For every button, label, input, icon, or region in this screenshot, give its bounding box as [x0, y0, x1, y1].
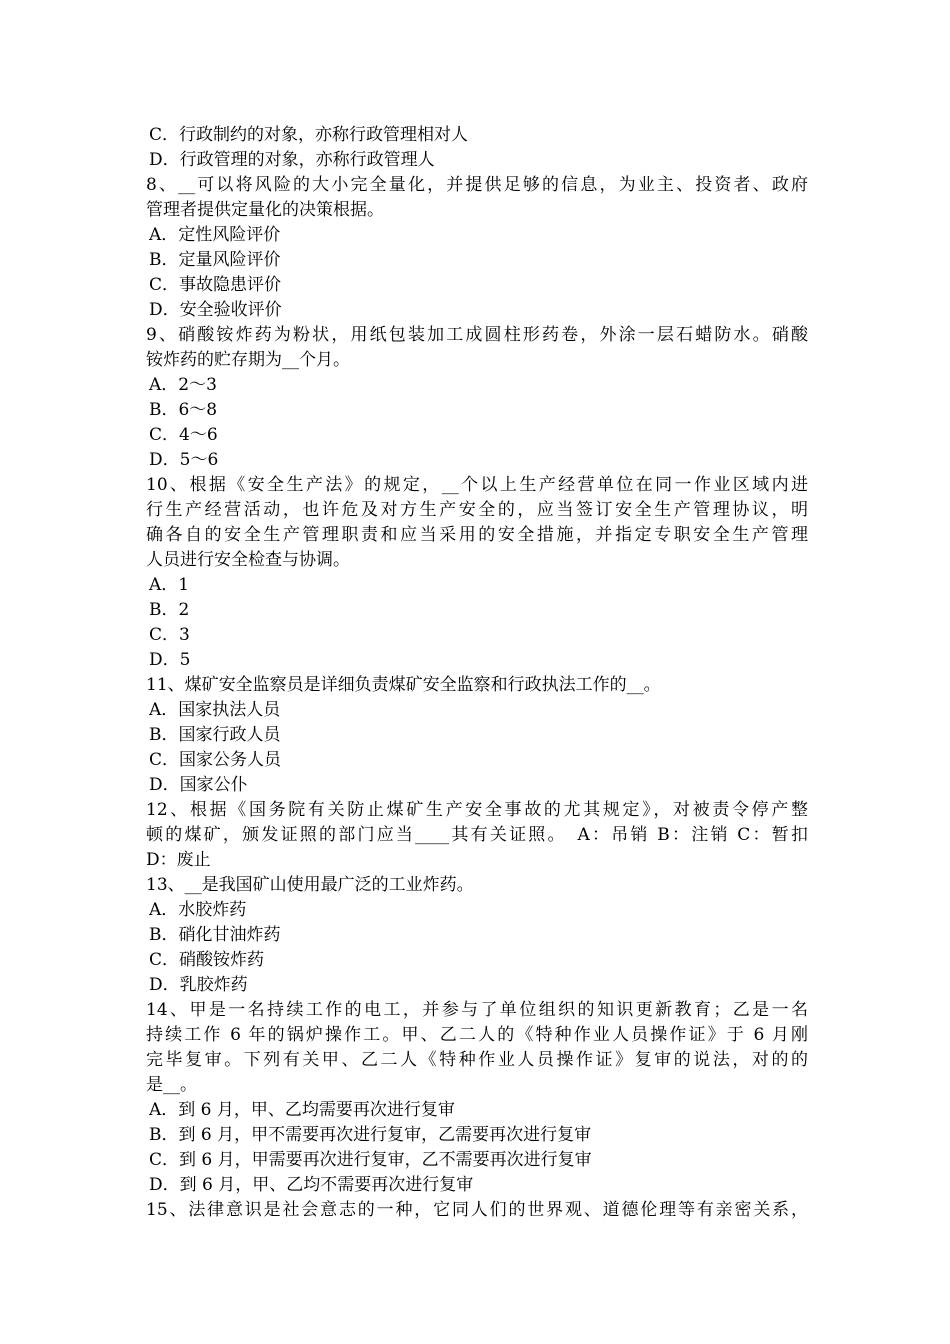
answer-option: B．硝化甘油炸药	[149, 925, 281, 945]
answer-option: B．2	[149, 600, 190, 620]
question-text-line: 管理者提供定量化的决策根据。	[146, 200, 384, 220]
answer-option: C．行政制约的对象，亦称行政管理相对人	[149, 125, 469, 145]
question-text-line: 11、煤矿安全监察员是详细负责煤矿安全监察和行政执法工作的__。	[146, 675, 661, 695]
answer-option: D．国家公仆	[149, 775, 248, 795]
document-page	[146, 123, 808, 1223]
answer-option: B．6～8	[149, 400, 218, 420]
answer-option: D．到 6 月，甲、乙均不需要再次进行复审	[149, 1175, 474, 1195]
answer-option: D．5～6	[149, 450, 219, 470]
answer-option: B．国家行政人员	[149, 725, 281, 745]
answer-option: A．定性风险评价	[149, 225, 281, 245]
answer-option: C．国家公务人员	[149, 750, 282, 770]
answer-option: C．硝酸铵炸药	[149, 950, 265, 970]
question-text-line: 持续工作 6 年的锅炉操作工。甲、乙二人的《特种作业人员操作证》于 6 月刚	[146, 1025, 808, 1045]
answer-option: C．事故隐患评价	[149, 275, 282, 295]
answer-option: D．5	[149, 650, 191, 670]
question-text-line: 9、硝酸铵炸药为粉状，用纸包装加工成圆柱形药卷，外涂一层石蜡防水。硝酸	[146, 325, 808, 345]
question-text-line: 人员进行安全检查与协调。	[146, 550, 350, 570]
question-text-line: 行生产经营活动，也许危及对方生产安全的，应当签订安全生产管理协议，明	[146, 500, 808, 520]
answer-option: C．4～6	[149, 425, 218, 445]
question-text-line: 铵炸药的贮存期为__个月。	[146, 350, 350, 370]
answer-option: D．行政管理的对象，亦称行政管理人	[149, 150, 435, 170]
answer-option: D．安全验收评价	[149, 300, 282, 320]
question-text-line: 是__。	[146, 1075, 197, 1095]
question-text-line: 13、__是我国矿山使用最广泛的工业炸药。	[146, 875, 474, 895]
answer-option: A．国家执法人员	[149, 700, 281, 720]
answer-option: B．定量风险评价	[149, 250, 281, 270]
answer-option: C．3	[149, 625, 190, 645]
question-text-line: 8、__可以将风险的大小完全量化，并提供足够的信息，为业主、投资者、政府	[146, 175, 808, 195]
answer-option: A．到 6 月，甲、乙均需要再次进行复审	[149, 1100, 455, 1120]
question-text-line: 12、根据《国务院有关防止煤矿生产安全事故的尤其规定》，对被责令停产整	[146, 800, 808, 820]
answer-option: C．到 6 月，甲需要再次进行复审，乙不需要再次进行复审	[149, 1150, 592, 1170]
question-text-line: 15、法律意识是社会意志的一种，它同人们的世界观、道德伦理等有亲密关系，	[146, 1200, 808, 1220]
question-text-line: D：废止	[146, 850, 211, 870]
question-text-line: 完毕复审。下列有关甲、乙二人《特种作业人员操作证》复审的说法，对的的	[146, 1050, 808, 1070]
answer-option: B．到 6 月，甲不需要再次进行复审，乙需要再次进行复审	[149, 1125, 592, 1145]
question-text-line: 10、根据《安全生产法》的规定，__个以上生产经营单位在同一作业区域内进	[146, 475, 808, 495]
question-text-line: 顿的煤矿，颁发证照的部门应当____其有关证照。 A：吊销 B：注销 C：暂扣	[146, 825, 808, 845]
question-text-line: 确各自的安全生产管理职责和应当采用的安全措施，并指定专职安全生产管理	[146, 525, 808, 545]
answer-option: A．水胶炸药	[149, 900, 247, 920]
answer-option: A．2～3	[149, 375, 217, 395]
answer-option: D．乳胶炸药	[149, 975, 248, 995]
question-text-line: 14、甲是一名持续工作的电工，并参与了单位组织的知识更新教育；乙是一名	[146, 1000, 808, 1020]
answer-option: A．1	[149, 575, 190, 595]
